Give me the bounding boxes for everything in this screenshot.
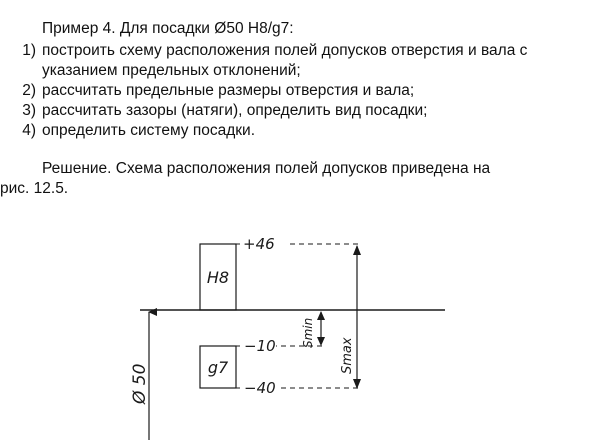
- hole-label: H8: [206, 268, 230, 287]
- shaft-lower-deviation: −40: [244, 379, 276, 397]
- s-max-arrow-top: [353, 245, 361, 255]
- shaft-label: g7: [207, 358, 229, 377]
- s-min-arrow-top: [317, 311, 325, 320]
- list-number: 4): [22, 122, 36, 139]
- list-number: 1): [22, 42, 36, 59]
- example-title: Пример 4. Для посадки Ø50 H8/g7:: [42, 20, 294, 37]
- list-number: 2): [22, 82, 36, 99]
- diameter-label: Ø 50: [130, 363, 150, 404]
- list-item-text: рассчитать зазоры (натяги), определить вид посадки;: [42, 102, 428, 119]
- hole-upper-deviation: +46: [243, 235, 275, 253]
- list-item-text: определить систему посадки.: [42, 122, 256, 139]
- solution-text: Решение. Схема расположения полей допусков приведена на: [42, 160, 491, 177]
- solution-text: рис. 12.5.: [0, 180, 69, 197]
- s-min-label: Smin: [301, 317, 315, 348]
- list-number: 3): [22, 102, 36, 119]
- s-max-label: Smax: [340, 337, 355, 374]
- list-item-text: рассчитать предельные размеры отверстия и вала;: [42, 82, 415, 99]
- shaft-upper-deviation: −10: [244, 337, 276, 355]
- s-min-arrow-bottom: [317, 337, 325, 346]
- list-item-text: указанием предельных отклонений;: [42, 62, 301, 79]
- list-item-text: построить схему расположения полей допусков отверстия и вала с: [42, 42, 528, 59]
